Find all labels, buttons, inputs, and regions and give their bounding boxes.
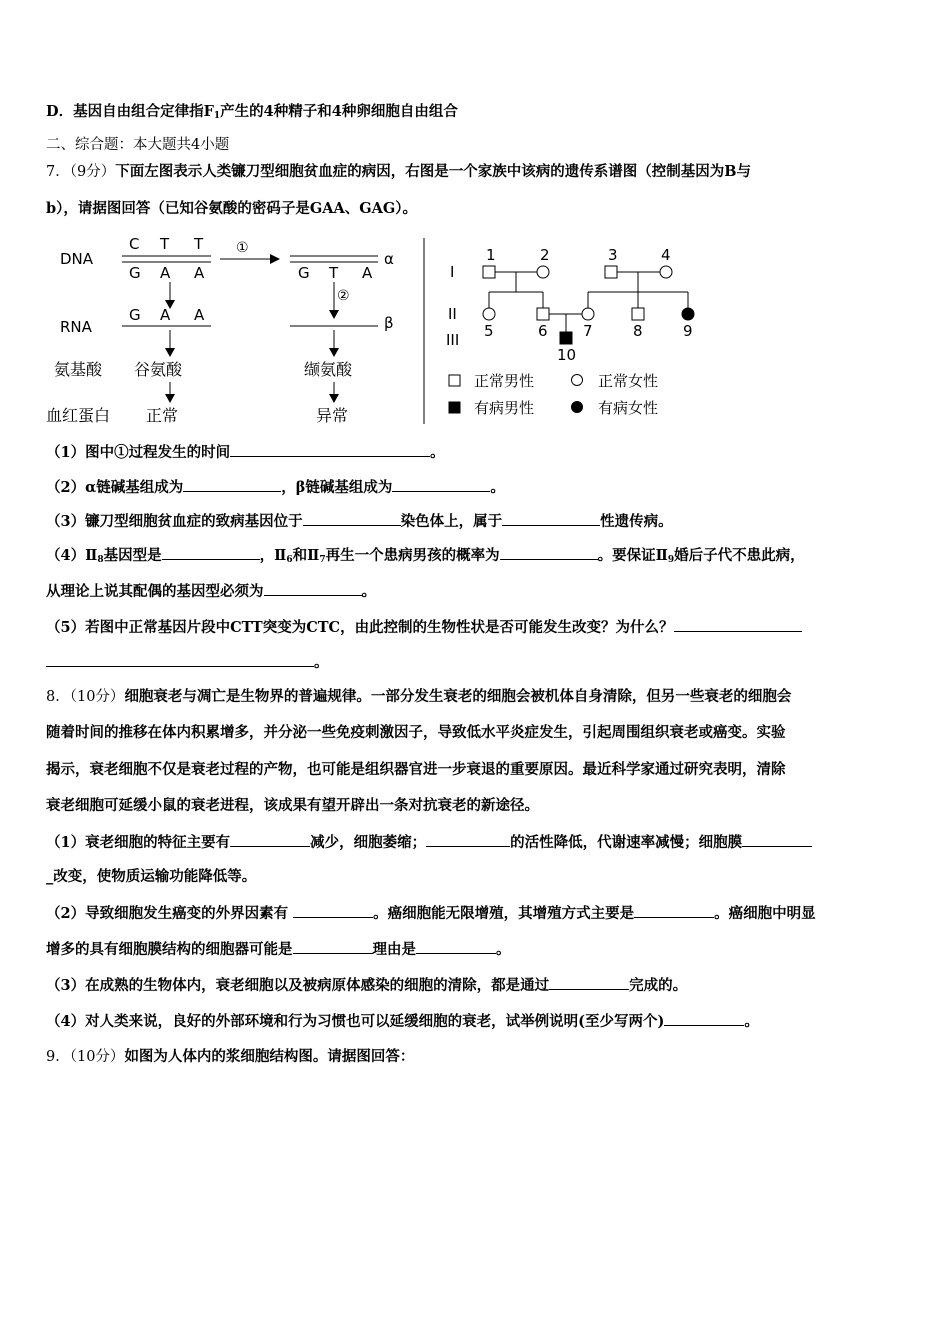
- rna-3: A: [194, 306, 205, 324]
- individual-9: [682, 308, 694, 320]
- beta-label: β: [384, 314, 394, 332]
- answer-blank[interactable]: [46, 652, 314, 667]
- legend-normal-male-icon: [449, 375, 460, 386]
- mut-1: G: [298, 264, 310, 282]
- legend-affected-female-icon: [572, 402, 583, 413]
- id-3: 3: [608, 246, 618, 264]
- step1-arrowhead: [270, 254, 280, 264]
- answer-blank[interactable]: [426, 832, 510, 847]
- legend-affected-male: 有病男性: [474, 399, 535, 417]
- individual-7: [582, 308, 594, 320]
- dna-label: DNA: [60, 250, 94, 268]
- q8-stem-4: 衰老细胞可延缓小鼠的衰老进程，该成果有望开辟出一条对抗衰老的新途径。: [46, 797, 539, 814]
- pedigree: [446, 246, 694, 417]
- answer-blank[interactable]: [392, 477, 490, 492]
- individual-8: [632, 308, 644, 320]
- answer-blank[interactable]: [664, 1011, 744, 1026]
- normal-hb: 正常: [146, 406, 179, 425]
- normal-aa: 谷氨酸: [134, 360, 183, 379]
- q7-part-1: （1）图中①过程发生的时间 。: [46, 444, 445, 461]
- answer-blank[interactable]: [674, 617, 802, 632]
- mut-aa: 缬氨酸: [304, 360, 353, 379]
- hb-label: 血红蛋白: [46, 406, 111, 425]
- step1-label: ①: [236, 240, 249, 256]
- step2-arrowhead: [329, 310, 339, 319]
- answer-blank[interactable]: [264, 581, 362, 596]
- dna-bottom-2: A: [160, 264, 171, 282]
- gen-label-1: I: [450, 263, 455, 281]
- section-title: 二、综合题：本大题共4小题: [46, 137, 230, 153]
- q7-part-3: （3）镰刀型细胞贫血症的致病基因位于 染色体上，属于 性遗传病。: [46, 513, 673, 530]
- q7-part-5: （5）若图中正常基因片段中CTT突变为CTC，由此控制的生物性状是否可能发生改变？为什么？: [46, 617, 904, 638]
- q8-stem-3: 揭示，衰老细胞不仅是衰老过程的产物，也可能是组织器官进一步衰退的重要原因。最近科学家通过研究表明，清除: [46, 761, 786, 778]
- answer-blank[interactable]: [183, 477, 281, 492]
- q8-part-4: （4）对人类来说，良好的外部环境和行为习惯也可以延缓细胞的衰老，试举例说明(至少写两个) 。: [46, 1013, 759, 1030]
- dna-top-2: T: [160, 235, 170, 253]
- answer-blank[interactable]: [502, 511, 600, 526]
- id-5: 5: [484, 322, 494, 340]
- answer-blank[interactable]: [742, 832, 812, 847]
- q8-part-1-cont: _改变，使物质运输功能降低等。: [46, 868, 257, 885]
- answer-blank[interactable]: [303, 511, 401, 526]
- individual-3: [605, 266, 617, 278]
- answer-blank[interactable]: [293, 939, 373, 954]
- q8-stem-2: 随着时间的推移在体内积累增多，并分泌一些免疫刺激因子，导致低水平炎症发生，引起周围组织衰老或癌变。实验: [46, 724, 786, 741]
- q8-part-1: （1）衰老细胞的特征主要有 减少，细胞萎缩； 的活性降低，代谢速率减慢；细胞膜: [46, 832, 904, 853]
- dna-top-3: T: [194, 235, 204, 253]
- rna-1: G: [129, 306, 141, 324]
- alpha-label: α: [384, 250, 394, 268]
- answer-blank[interactable]: [634, 903, 714, 918]
- q7-part-4-cont: 从理论上说其配偶的基因型必须为 。: [46, 583, 376, 600]
- mut-2: T: [329, 264, 339, 282]
- answer-blank[interactable]: [500, 545, 598, 560]
- q7-stem-2: b），请据图回答（已知谷氨酸的密码子是GAA、GAG）。: [46, 200, 418, 217]
- q8-part-2-cont: 增多的具有细胞膜结构的细胞器可能是 理由是 。: [46, 941, 511, 958]
- answer-blank[interactable]: [549, 975, 629, 990]
- id-2: 2: [540, 246, 550, 264]
- individual-10: [560, 332, 572, 344]
- q8-part-2: （2）导致细胞发生癌变的外界因素有 。癌细胞能无限增殖，其增殖方式主要是 。癌细胞中明显: [46, 905, 816, 922]
- individual-6: [537, 308, 549, 320]
- arrowhead-rna-aa: [165, 348, 175, 357]
- individual-4: [660, 266, 672, 278]
- id-10: 10: [557, 346, 577, 364]
- q8-part-3: （3）在成熟的生物体内，衰老细胞以及被病原体感染的细胞的清除，都是通过 完成的。: [46, 977, 688, 994]
- q8-stem-1: 8．（10分）细胞衰老与凋亡是生物界的普遍规律。一部分发生衰老的细胞会被机体自身清除，但另一些衰老的细胞会: [46, 688, 792, 705]
- arrowhead-aa-hb: [165, 394, 175, 403]
- id-9: 9: [683, 322, 693, 340]
- legend-normal-female-icon: [572, 375, 583, 386]
- mut-3: A: [362, 264, 373, 282]
- individual-1: [483, 266, 495, 278]
- legend-affected-female: 有病女性: [598, 399, 659, 417]
- rna-label: RNA: [60, 318, 92, 336]
- individual-2: [537, 266, 549, 278]
- q6-option-d: D．基因自由组合定律指$F_1$产生的4种精子和4种卵细胞自由组合: [46, 103, 458, 121]
- q9-stem: 9．（10分）如图为人体内的浆细胞结构图。请据图回答：: [46, 1048, 415, 1065]
- arrowhead-beta-aa: [329, 348, 339, 357]
- individual-5: [483, 308, 495, 320]
- answer-blank[interactable]: [416, 939, 496, 954]
- id-6: 6: [538, 322, 548, 340]
- q7-part-2: （2）α链碱基组成为 ，β链碱基组成为 。: [46, 479, 505, 496]
- answer-blank[interactable]: [230, 442, 430, 457]
- id-8: 8: [633, 322, 643, 340]
- rna-2: A: [160, 306, 171, 324]
- aa-label: 氨基酸: [54, 360, 103, 379]
- dna-top-1: C: [129, 235, 140, 253]
- step2-label: ②: [337, 288, 350, 304]
- dna-bottom-1: G: [129, 264, 141, 282]
- id-4: 4: [661, 246, 671, 264]
- answer-blank[interactable]: [162, 545, 260, 560]
- gen-label-3: III: [446, 331, 460, 349]
- q7-figure: [46, 232, 702, 430]
- id-7: 7: [583, 322, 593, 340]
- arrowhead-mut-hb: [329, 394, 339, 403]
- answer-blank[interactable]: [230, 832, 310, 847]
- gen-label-2: II: [448, 305, 457, 323]
- dna-bottom-3: A: [194, 264, 205, 282]
- q7-stem-1: 7．（9分）下面左图表示人类镰刀型细胞贫血症的病因，右图是一个家族中该病的遗传系谱图（控制基因为B与: [46, 163, 751, 180]
- q7-part-4: $(4)Ⅱ_8$基因型是 ，$Ⅱ_6$和$Ⅱ_7$再生一个患病男孩的概率为 。要保证$Ⅱ_9$婚后子代不患此病，: [46, 547, 805, 565]
- mut-hb: 异常: [316, 406, 349, 425]
- q7-part-5-cont: 。: [46, 652, 904, 673]
- legend-affected-male-icon: [449, 402, 460, 413]
- legend-normal-female: 正常女性: [598, 372, 659, 390]
- id-1: 1: [486, 246, 496, 264]
- answer-blank[interactable]: [293, 903, 373, 918]
- legend-normal-male: 正常男性: [474, 372, 535, 390]
